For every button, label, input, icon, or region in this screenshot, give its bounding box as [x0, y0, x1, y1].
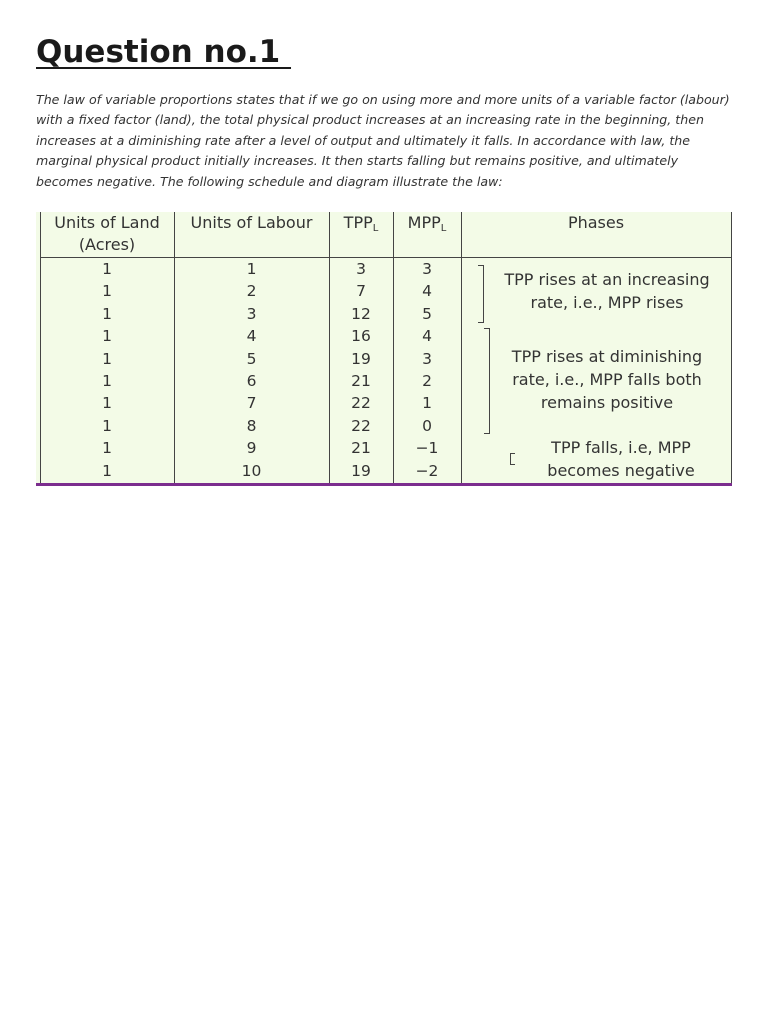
production-schedule-table: [36, 212, 732, 485]
phase-1-line2: rate, i.e., MPP rises: [530, 293, 684, 312]
header-mpp-subscript: L: [440, 223, 447, 234]
phase-3-line2: becomes negative: [547, 461, 695, 480]
cell-tpp: 22: [351, 394, 371, 413]
cell-mpp: 3: [422, 260, 432, 278]
cell-labour: 2: [246, 282, 257, 301]
cell-mpp: 4: [422, 282, 432, 301]
cell-labour: 7: [246, 394, 257, 413]
cell-land: 1: [102, 282, 112, 301]
phase-2-line3: remains positive: [540, 393, 674, 412]
phase-1-line1: TPP rises at an increasing: [504, 270, 710, 289]
cell-labour: 8: [246, 416, 257, 435]
cell-land: 1: [102, 394, 112, 413]
header-tpp: [329, 212, 393, 240]
cell-land: 1: [102, 439, 112, 458]
cell-tpp: 21: [351, 439, 371, 458]
header-mpp-label: MPP: [407, 213, 441, 232]
cell-tpp: 7: [356, 282, 366, 301]
cell-land: 1: [102, 461, 112, 480]
cell-mpp: 4: [422, 327, 432, 346]
phase-2-line1: TPP rises at diminishing: [511, 347, 703, 366]
cell-labour: 10: [241, 461, 262, 480]
cell-land: 1: [102, 349, 112, 368]
header-mpp: [393, 212, 461, 240]
cell-tpp: 12: [351, 304, 371, 323]
cell-mpp: 3: [422, 349, 432, 368]
cell-tpp: 21: [351, 372, 371, 390]
header-units-of-labour: Units of Labour: [190, 213, 313, 232]
header-phases: Phases: [567, 213, 625, 232]
phase-1-text: [486, 268, 728, 314]
cell-labour: 4: [246, 327, 257, 346]
cell-tpp: 22: [351, 416, 371, 435]
cell-tpp: 16: [351, 327, 371, 346]
cell-tpp: 19: [351, 349, 371, 368]
cell-land: 1: [102, 304, 112, 323]
phase-2-text: [486, 345, 728, 414]
cell-mpp: 2: [422, 372, 432, 390]
phase-3-bracket: [510, 453, 515, 465]
cell-mpp: 0: [422, 416, 432, 435]
header-divider: [40, 257, 732, 258]
cell-labour: 6: [246, 372, 257, 390]
phase-3-text: [516, 436, 726, 482]
column-divider: [731, 212, 732, 483]
header-units-of-land: [40, 212, 174, 256]
cell-land: 1: [102, 260, 112, 278]
cell-labour: 3: [246, 304, 257, 323]
header-tpp-subscript: L: [372, 223, 379, 234]
cell-labour: 1: [246, 260, 257, 278]
cell-labour: 9: [246, 439, 257, 458]
column-divider: [461, 212, 462, 483]
cell-land: 1: [102, 372, 112, 390]
phase-2-line2: rate, i.e., MPP falls both: [512, 370, 702, 389]
cell-labour: 5: [246, 349, 257, 368]
cell-mpp: −1: [415, 439, 439, 458]
table-bottom-rule: [36, 483, 732, 486]
cell-land: 1: [102, 416, 112, 435]
cell-land: 1: [102, 327, 112, 346]
phase-3-line1: TPP falls, i.e, MPP: [551, 438, 691, 457]
header-tpp-label: TPP: [343, 213, 373, 232]
cell-mpp: 1: [422, 394, 432, 413]
page-title: Question no.1: [36, 34, 292, 70]
phase-1-bracket: [478, 265, 484, 323]
cell-mpp: 5: [422, 304, 432, 323]
intro-paragraph: The law of variable proportions states that if we go on using more and more units of a variable factor (labour) with a fixed factor (land), the total physical product increases at an increasing rate in the beginning, then increases at a diminishing rate after a level of output and ultimately it falls. In accordance with law, the marginal physical product initially increases. It then starts falling but remains positive, and ultimately becomes negative. The following schedule and diagram illustrate the law:: [36, 92, 730, 189]
cell-mpp: −2: [415, 461, 439, 480]
cell-tpp: 19: [351, 461, 371, 480]
header-land-line1: Units of Land: [54, 213, 160, 232]
header-land-line2: (Acres): [78, 235, 136, 254]
cell-tpp: 3: [356, 260, 366, 278]
